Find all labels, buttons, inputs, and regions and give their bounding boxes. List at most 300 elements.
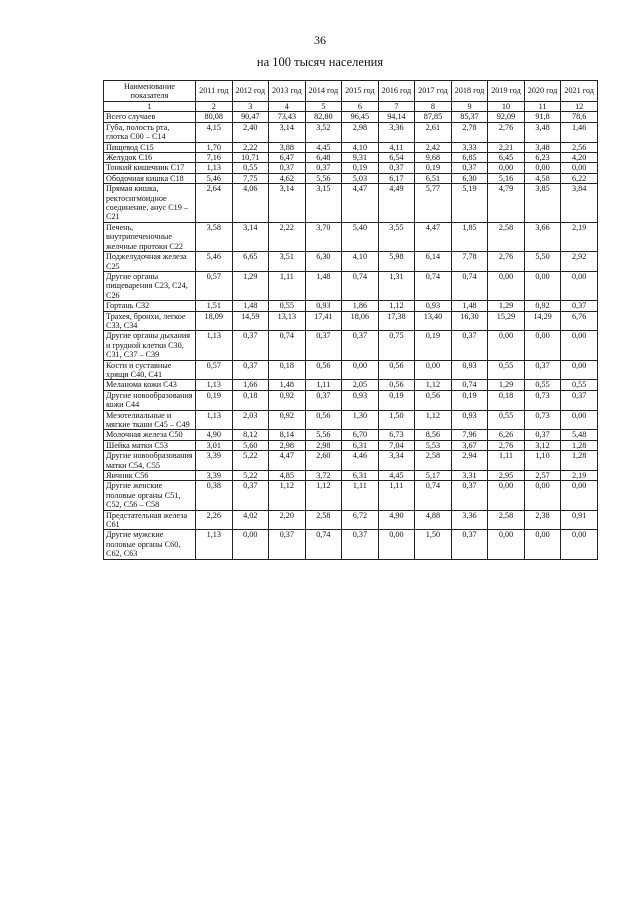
rate-value: 3,66 (524, 222, 561, 251)
table-row (104, 184, 598, 223)
rate-value: 0,37 (524, 430, 561, 440)
rate-value: 1,12 (415, 380, 452, 390)
rate-value: 0,93 (451, 410, 488, 430)
rate-value: 4,85 (269, 471, 306, 481)
rate-value: 0,55 (232, 163, 269, 173)
rate-value: 0,18 (269, 360, 306, 380)
rate-value: 5,17 (415, 471, 452, 481)
column-number: 1 (104, 102, 196, 112)
table-row (104, 440, 598, 450)
column-number: 3 (232, 102, 269, 112)
indicator-name: Другие новообразования кожи С44 (104, 390, 196, 410)
rate-value: 4,15 (196, 122, 233, 142)
rate-value: 2,58 (415, 451, 452, 471)
rate-value: 1,11 (269, 271, 306, 300)
rate-value: 3,39 (196, 471, 233, 481)
rate-value: 0,37 (232, 360, 269, 380)
table-row (104, 510, 598, 530)
table-row (104, 311, 598, 331)
rate-value: 4,79 (488, 184, 525, 223)
table-row (104, 451, 598, 471)
rate-value: 1,12 (378, 301, 415, 311)
incidence-table (103, 80, 598, 560)
rate-value: 3,14 (269, 184, 306, 223)
rate-value: 1,70 (196, 142, 233, 152)
rate-value: 2,98 (342, 122, 379, 142)
indicator-name: Другие новообразования матки С54, С55 (104, 451, 196, 471)
rate-value: 0,92 (269, 410, 306, 430)
table-row (104, 153, 598, 163)
rate-value: 0,37 (269, 163, 306, 173)
rate-value: 1,85 (451, 222, 488, 251)
column-number: 6 (342, 102, 379, 112)
rate-value: 0,93 (451, 360, 488, 380)
rate-value: 2,64 (196, 184, 233, 223)
rate-value: 5,53 (415, 440, 452, 450)
rate-value: 2,76 (488, 122, 525, 142)
rate-value: 0,00 (488, 530, 525, 559)
table-subtitle: на 100 тысяч населения (256, 55, 384, 69)
rate-value: 1,13 (196, 331, 233, 360)
rate-value: 5,56 (305, 430, 342, 440)
rate-value: 14,29 (524, 311, 561, 331)
rate-value: 0,00 (561, 271, 598, 300)
rate-value: 0,37 (269, 530, 306, 559)
rate-value: 0,74 (451, 380, 488, 390)
rate-value: 5,50 (524, 252, 561, 272)
rate-value: 3,84 (561, 184, 598, 223)
rate-value: 0,37 (561, 390, 598, 410)
header-year: 2015 год (342, 81, 379, 102)
column-number-row (104, 102, 598, 112)
rate-value: 5,98 (378, 252, 415, 272)
header-year: 2016 год (378, 81, 415, 102)
rate-value: 4,10 (342, 252, 379, 272)
rate-value: 0,55 (488, 360, 525, 380)
rate-value: 0,19 (196, 390, 233, 410)
rate-value: 6,72 (342, 510, 379, 530)
rate-value: 6,45 (488, 153, 525, 163)
rate-value: 6,70 (342, 430, 379, 440)
rate-value: 2,92 (561, 252, 598, 272)
rate-value: 0,00 (488, 271, 525, 300)
header-year: 2019 год (488, 81, 525, 102)
rate-value: 1,48 (451, 301, 488, 311)
rate-value: 0,37 (342, 530, 379, 559)
rate-value: 3,48 (524, 142, 561, 152)
table-row (104, 471, 598, 481)
rate-value: 0,19 (342, 163, 379, 173)
rate-value: 4,20 (561, 153, 598, 163)
rate-value: 0,37 (232, 331, 269, 360)
rate-value: 3,70 (305, 222, 342, 251)
rate-value: 6,30 (451, 173, 488, 183)
column-number: 9 (451, 102, 488, 112)
rate-value: 15,29 (488, 311, 525, 331)
indicator-name: Шейка матки С53 (104, 440, 196, 450)
rate-value: 0,56 (378, 360, 415, 380)
rate-value: 4,90 (196, 430, 233, 440)
rate-value: 5,40 (342, 222, 379, 251)
rate-value: 0,00 (524, 530, 561, 559)
rate-value: 1,28 (561, 440, 598, 450)
rate-value: 13,13 (269, 311, 306, 331)
rate-value: 0,37 (305, 390, 342, 410)
rate-value: 2,58 (488, 222, 525, 251)
rate-value: 1,13 (196, 530, 233, 559)
indicator-name: Гортань С32 (104, 301, 196, 311)
indicator-name: Всего случаев (104, 112, 196, 122)
rate-value: 2,56 (561, 142, 598, 152)
rate-value: 1,48 (269, 380, 306, 390)
indicator-name: Другие органы пищеварения С23, С24, С26 (104, 271, 196, 300)
rate-value: 0,74 (305, 530, 342, 559)
rate-value: 0,00 (488, 481, 525, 510)
header-year: 2012 год (232, 81, 269, 102)
rate-value: 5,46 (196, 173, 233, 183)
table-row (104, 252, 598, 272)
rate-value: 3,88 (269, 142, 306, 152)
rate-value: 2,60 (305, 451, 342, 471)
rate-value: 1,12 (269, 481, 306, 510)
rate-value: 92,09 (488, 112, 525, 122)
indicator-name: Другие органы дыхания и грудной клетки С30, С31, С37 – С39 (104, 331, 196, 360)
rate-value: 0,19 (415, 331, 452, 360)
rate-value: 0,00 (342, 360, 379, 380)
rate-value: 0,00 (415, 360, 452, 380)
indicator-name: Предстательная железа С61 (104, 510, 196, 530)
rate-value: 0,56 (305, 410, 342, 430)
rate-value: 3,34 (378, 451, 415, 471)
indicator-name: Поджелудочная железа С25 (104, 252, 196, 272)
column-number: 8 (415, 102, 452, 112)
rate-value: 3,67 (451, 440, 488, 450)
rate-value: 0,37 (378, 163, 415, 173)
header-year: 2021 год (561, 81, 598, 102)
rate-value: 5,03 (342, 173, 379, 183)
rate-value: 0,00 (561, 360, 598, 380)
rate-value: 6,31 (342, 440, 379, 450)
rate-value: 1,48 (232, 301, 269, 311)
rate-value: 2,22 (232, 142, 269, 152)
rate-value: 3,51 (269, 252, 306, 272)
rate-value: 0,55 (561, 380, 598, 390)
rate-value: 0,93 (415, 301, 452, 311)
indicator-name: Прямая кишка, ректосигмоидное соединение, анус С19 – С21 (104, 184, 196, 223)
rate-value: 0,19 (415, 163, 452, 173)
rate-value: 1,12 (415, 410, 452, 430)
rate-value: 0,00 (524, 163, 561, 173)
rate-value: 3,72 (305, 471, 342, 481)
rate-value: 2,05 (342, 380, 379, 390)
rate-value: 17,38 (378, 311, 415, 331)
column-number: 5 (305, 102, 342, 112)
rate-value: 0,19 (451, 390, 488, 410)
rate-value: 2,98 (269, 440, 306, 450)
table-row (104, 360, 598, 380)
rate-value: 8,56 (415, 430, 452, 440)
header-year: 2017 год (415, 81, 452, 102)
rate-value: 0,00 (561, 410, 598, 430)
rate-value: 3,14 (232, 222, 269, 251)
rate-value: 17,41 (305, 311, 342, 331)
rate-value: 4,62 (269, 173, 306, 183)
rate-value: 1,13 (196, 163, 233, 173)
rate-value: 0,91 (561, 510, 598, 530)
rate-value: 1,30 (342, 410, 379, 430)
rate-value: 0,00 (524, 271, 561, 300)
rate-value: 0,00 (488, 163, 525, 173)
rate-value: 9,31 (342, 153, 379, 163)
rate-value: 0,00 (488, 331, 525, 360)
indicator-name: Другие женские половые органы С51, С52, С56 – С58 (104, 481, 196, 510)
rate-value: 96,45 (342, 112, 379, 122)
rate-value: 5,22 (232, 471, 269, 481)
rate-value: 3,01 (196, 440, 233, 450)
rate-value: 9,68 (415, 153, 452, 163)
indicator-name: Яичник С56 (104, 471, 196, 481)
page-number: 36 (314, 33, 326, 47)
rate-value: 4,06 (232, 184, 269, 223)
rate-value: 2,58 (488, 510, 525, 530)
rate-value: 3,33 (451, 142, 488, 152)
rate-value: 3,58 (196, 222, 233, 251)
rate-value: 0,55 (488, 410, 525, 430)
indicator-name: Тонкий кишечник С17 (104, 163, 196, 173)
indicator-name: Пищевод С15 (104, 142, 196, 152)
rate-value: 2,19 (561, 222, 598, 251)
rate-value: 0,00 (561, 530, 598, 559)
rate-value: 1,50 (415, 530, 452, 559)
rate-value: 0,93 (342, 390, 379, 410)
rate-value: 1,86 (342, 301, 379, 311)
rate-value: 0,92 (524, 301, 561, 311)
rate-value: 6,14 (415, 252, 452, 272)
rate-value: 2,98 (305, 440, 342, 450)
rate-value: 0,74 (415, 271, 452, 300)
table-row (104, 410, 598, 430)
indicator-name: Губа, полость рта, глотка С00 – С14 (104, 122, 196, 142)
rate-value: 2,76 (488, 252, 525, 272)
column-number: 10 (488, 102, 525, 112)
rate-value: 0,57 (196, 360, 233, 380)
column-number: 12 (561, 102, 598, 112)
rate-value: 2,38 (524, 510, 561, 530)
rate-value: 6,47 (269, 153, 306, 163)
rate-value: 10,71 (232, 153, 269, 163)
rate-value: 3,36 (451, 510, 488, 530)
rate-value: 0,19 (378, 390, 415, 410)
rate-value: 4,46 (342, 451, 379, 471)
rate-value: 0,18 (232, 390, 269, 410)
rate-value: 3,14 (269, 122, 306, 142)
rate-value: 0,55 (269, 301, 306, 311)
rate-value: 0,37 (451, 481, 488, 510)
rate-value: 6,48 (305, 153, 342, 163)
rate-value: 0,37 (305, 331, 342, 360)
header-year: 2020 год (524, 81, 561, 102)
rate-value: 0,00 (561, 163, 598, 173)
rate-value: 0,37 (451, 530, 488, 559)
rate-value: 1,50 (378, 410, 415, 430)
rate-value: 6,73 (378, 430, 415, 440)
rate-value: 3,12 (524, 440, 561, 450)
rate-value: 1,10 (524, 451, 561, 471)
rate-value: 91,8 (524, 112, 561, 122)
rate-value: 1,11 (305, 380, 342, 390)
rate-value: 6,26 (488, 430, 525, 440)
column-number: 11 (524, 102, 561, 112)
table-row (104, 530, 598, 559)
column-number: 4 (269, 102, 306, 112)
rate-value: 14,59 (232, 311, 269, 331)
rate-value: 7,78 (451, 252, 488, 272)
rate-value: 6,31 (342, 471, 379, 481)
rate-value: 8,14 (269, 430, 306, 440)
rate-value: 7,75 (232, 173, 269, 183)
rate-value: 73,43 (269, 112, 306, 122)
rate-value: 87,85 (415, 112, 452, 122)
rate-value: 1,48 (305, 271, 342, 300)
table-row (104, 271, 598, 300)
table-body (104, 112, 598, 559)
header-year: 2011 год (196, 81, 233, 102)
table-row (104, 163, 598, 173)
rate-value: 1,11 (342, 481, 379, 510)
rate-value: 0,74 (451, 271, 488, 300)
rate-value: 4,47 (342, 184, 379, 223)
rate-value: 0,57 (196, 271, 233, 300)
rate-value: 78,6 (561, 112, 598, 122)
rate-value: 3,15 (305, 184, 342, 223)
rate-value: 0,00 (232, 530, 269, 559)
rate-value: 0,38 (196, 481, 233, 510)
header-year: 2014 год (305, 81, 342, 102)
rate-value: 7,16 (196, 153, 233, 163)
rate-value: 4,88 (415, 510, 452, 530)
rate-value: 0,55 (524, 380, 561, 390)
table-row (104, 112, 598, 122)
table-row (104, 142, 598, 152)
rate-value: 1,29 (488, 301, 525, 311)
rate-value: 0,92 (269, 390, 306, 410)
rate-value: 13,40 (415, 311, 452, 331)
rate-value: 0,37 (342, 331, 379, 360)
rate-value: 1,46 (561, 122, 598, 142)
rate-value: 6,23 (524, 153, 561, 163)
indicator-name: Молочная железа С50 (104, 430, 196, 440)
rate-value: 94,14 (378, 112, 415, 122)
rate-value: 5,46 (196, 252, 233, 272)
rate-value: 18,06 (342, 311, 379, 331)
rate-value: 3,31 (451, 471, 488, 481)
rate-value: 4,11 (378, 142, 415, 152)
rate-value: 7,04 (378, 440, 415, 450)
table-row (104, 301, 598, 311)
rate-value: 2,61 (415, 122, 452, 142)
rate-value: 0,00 (524, 331, 561, 360)
rate-value: 2,76 (488, 440, 525, 450)
rate-value: 1,13 (196, 380, 233, 390)
rate-value: 2,26 (196, 510, 233, 530)
rate-value: 0,56 (378, 380, 415, 390)
rate-value: 5,19 (451, 184, 488, 223)
indicator-name: Другие мужские половые органы С60, С62, С63 (104, 530, 196, 559)
rate-value: 2,58 (305, 510, 342, 530)
rate-value: 1,13 (196, 410, 233, 430)
table-row (104, 390, 598, 410)
rate-value: 4,10 (342, 142, 379, 152)
rate-value: 82,80 (305, 112, 342, 122)
rate-value: 2,22 (269, 222, 306, 251)
rate-value: 1,11 (488, 451, 525, 471)
rate-value: 1,11 (378, 481, 415, 510)
rate-value: 1,29 (488, 380, 525, 390)
rate-value: 0,75 (378, 331, 415, 360)
rate-value: 4,49 (378, 184, 415, 223)
rate-value: 5,77 (415, 184, 452, 223)
rate-value: 7,96 (451, 430, 488, 440)
rate-value: 80,08 (196, 112, 233, 122)
column-number: 2 (196, 102, 233, 112)
rate-value: 5,16 (488, 173, 525, 183)
rate-value: 2,03 (232, 410, 269, 430)
table-row (104, 331, 598, 360)
rate-value: 5,60 (232, 440, 269, 450)
rate-value: 16,30 (451, 311, 488, 331)
header-year: 2013 год (269, 81, 306, 102)
header-year: 2018 год (451, 81, 488, 102)
table-row (104, 481, 598, 510)
rate-value: 1,51 (196, 301, 233, 311)
rate-value: 4,58 (524, 173, 561, 183)
rate-value: 1,12 (305, 481, 342, 510)
rate-value: 0,37 (524, 360, 561, 380)
rate-value: 4,45 (305, 142, 342, 152)
rate-value: 2,94 (451, 451, 488, 471)
rate-value: 4,45 (378, 471, 415, 481)
table-row (104, 380, 598, 390)
rate-value: 5,56 (305, 173, 342, 183)
rate-value: 0,74 (269, 331, 306, 360)
rate-value: 1,66 (232, 380, 269, 390)
indicator-name: Желудок С16 (104, 153, 196, 163)
rate-value: 2,57 (524, 471, 561, 481)
indicator-name: Трахея, бронхи, легкое С33, С34 (104, 311, 196, 331)
rate-value: 2,19 (561, 471, 598, 481)
table-row (104, 430, 598, 440)
rate-value: 0,73 (524, 410, 561, 430)
rate-value: 2,42 (415, 142, 452, 152)
rate-value: 5,22 (232, 451, 269, 471)
rate-value: 2,40 (232, 122, 269, 142)
table-row (104, 222, 598, 251)
rate-value: 0,00 (561, 331, 598, 360)
rate-value: 1,31 (378, 271, 415, 300)
rate-value: 4,02 (232, 510, 269, 530)
rate-value: 3,48 (524, 122, 561, 142)
rate-value: 3,55 (378, 222, 415, 251)
rate-value: 6,17 (378, 173, 415, 183)
column-number: 7 (378, 102, 415, 112)
indicator-name: Мезотелиальные и мягкие ткани С45 – С49 (104, 410, 196, 430)
rate-value: 2,20 (269, 510, 306, 530)
rate-value: 0,37 (305, 163, 342, 173)
rate-value: 0,74 (415, 481, 452, 510)
indicator-name: Ободочная кишка С18 (104, 173, 196, 183)
table-row (104, 122, 598, 142)
rate-value: 1,28 (561, 451, 598, 471)
